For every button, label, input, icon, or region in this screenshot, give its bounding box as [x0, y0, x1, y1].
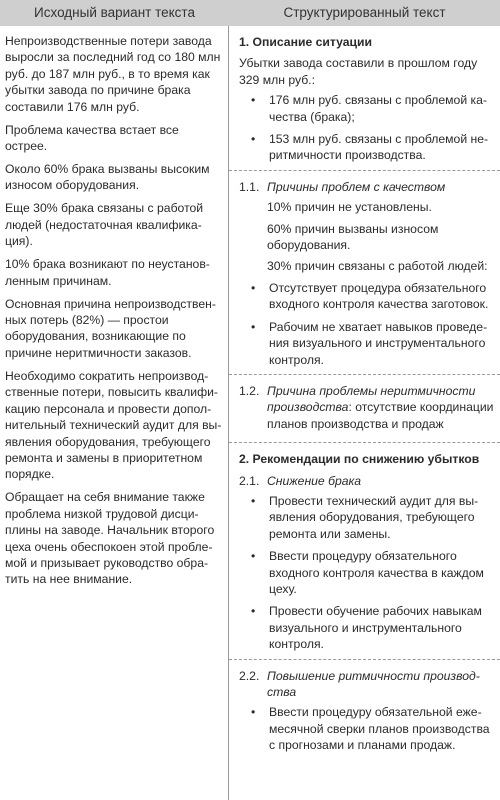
- divider: [229, 442, 500, 443]
- subsection-rest: : отсутствие координации планов производства и продаж: [267, 400, 494, 431]
- list-item: [239, 548, 494, 597]
- subsection-2-1: [239, 473, 494, 489]
- subsection-1-1: [239, 179, 494, 195]
- header-original-text: Исходный вариант текста: [34, 5, 195, 20]
- bullet-icon: •: [251, 549, 256, 564]
- list-item: [239, 280, 494, 313]
- subsection-title: Повышение ритмичности производства: [267, 668, 480, 699]
- list-item-text: Отсутствует процедура обязательного входного контроля качества заготовок.: [269, 280, 489, 312]
- original-paragraph: Непроизводственные потери завода выросли за последний год со 180 млн руб. до 187 млн руб., в то время как убытки завода по причине брака составили 176 млн руб.: [5, 34, 221, 114]
- subsection-number: 1.1.: [239, 179, 260, 194]
- subsection-2-2: [239, 668, 494, 701]
- list-item-text: Ввести процедуру обязательного входного контроля качества в каждом цеху.: [269, 549, 484, 596]
- bullet-icon: •: [251, 132, 256, 147]
- subsection-title: Причины проблем с качеством: [267, 179, 446, 194]
- bullet-icon: •: [251, 93, 256, 108]
- original-paragraph: Обращает на себя внимание также проблема низкой трудовой дисциплины на заводе. Начальник второго цеха очень обеспокоен этой проблемой и призывает руководство обратить на нее внимание.: [5, 490, 215, 587]
- structured-text-column: [229, 26, 500, 800]
- original-paragraph: Еще 30% брака связаны с работой людей (недостаточная квалификация).: [5, 201, 204, 249]
- bullet-icon: •: [251, 280, 256, 295]
- list-item: [239, 319, 494, 368]
- subsection-text: [267, 383, 494, 432]
- original-paragraph: Около 60% брака вызваны высоким износом оборудования.: [5, 162, 210, 193]
- list-item-text: Ввести процедуру обязательной ежемесячной сверки планов производства с прогнозами и планами продаж.: [269, 705, 490, 753]
- list-item: [239, 603, 494, 652]
- header-structured-text: Структурированный текст: [283, 5, 446, 20]
- bullet-icon: •: [251, 604, 256, 619]
- subsection-2-1-bullets: [239, 493, 494, 653]
- list-item-text: Провести обучение рабочих навыкам визуального и инструментального контроля.: [269, 604, 482, 652]
- section-1-bullets: [239, 92, 494, 164]
- subsection-title: Причина проблемы неритмичности производства: [267, 383, 476, 415]
- original-paragraph: Необходимо сократить непроизводственные потери, повысить квалификацию персонала и провести дополнительный технический аудит для выявления оборудования, требующего ремонта и замены в приоритетном порядке.: [5, 368, 222, 482]
- original-text-column: [0, 26, 229, 800]
- list-item: [239, 704, 494, 753]
- subsection-title: Снижение брака: [267, 473, 362, 488]
- section-2-title: 2. Рекомендации по снижению убытков: [239, 452, 480, 467]
- list-item-text: 176 млн руб. связаны с проблемой качества (брака);: [269, 93, 487, 124]
- subsection-line: 10% причин не установлены.: [267, 200, 432, 215]
- subsection-number: 2.1.: [239, 473, 260, 488]
- list-item-text: 153 млн руб. связаны с проблемой неритмичности производства.: [269, 132, 489, 163]
- bullet-icon: •: [251, 493, 256, 508]
- subsection-number: 1.2.: [239, 383, 260, 398]
- bullet-icon: •: [251, 319, 256, 334]
- subsection-number: 2.2.: [239, 668, 260, 683]
- section-1-title: 1. Описание ситуации: [239, 35, 373, 49]
- divider: [229, 659, 500, 660]
- bullet-icon: •: [251, 705, 256, 720]
- divider: [229, 170, 500, 171]
- list-item-text: Рабочим не хватает навыков проведения визуального и инструментального контроля.: [269, 319, 488, 367]
- section-1-intro: Убытки завода составили в прошлом году 329 млн руб.:: [239, 56, 478, 87]
- original-paragraph: 10% брака возникают по неустановленным причинам.: [5, 257, 210, 288]
- table-header: [0, 0, 500, 26]
- original-paragraph: Основная причина непроизводственных потерь (82%) — простои оборудования, возникающие по причине неритмичности заказов.: [5, 296, 216, 360]
- subsection-2-2-bullets: [239, 704, 494, 753]
- divider: [229, 374, 500, 375]
- list-item: [239, 493, 494, 542]
- original-paragraph: Проблема качества встает все острее.: [5, 122, 179, 154]
- subsection-line: 30% причин связаны с работой людей:: [267, 259, 488, 274]
- list-item: [239, 92, 494, 125]
- list-item: [239, 131, 494, 164]
- subsection-1-1-bullets: [239, 280, 494, 368]
- list-item-text: Провести технический аудит для выявления оборудования, требующего ремонта или замены.: [269, 493, 479, 541]
- subsection-line: 60% причин вызваны износом оборудования.: [267, 221, 439, 253]
- subsection-1-2: [239, 383, 494, 432]
